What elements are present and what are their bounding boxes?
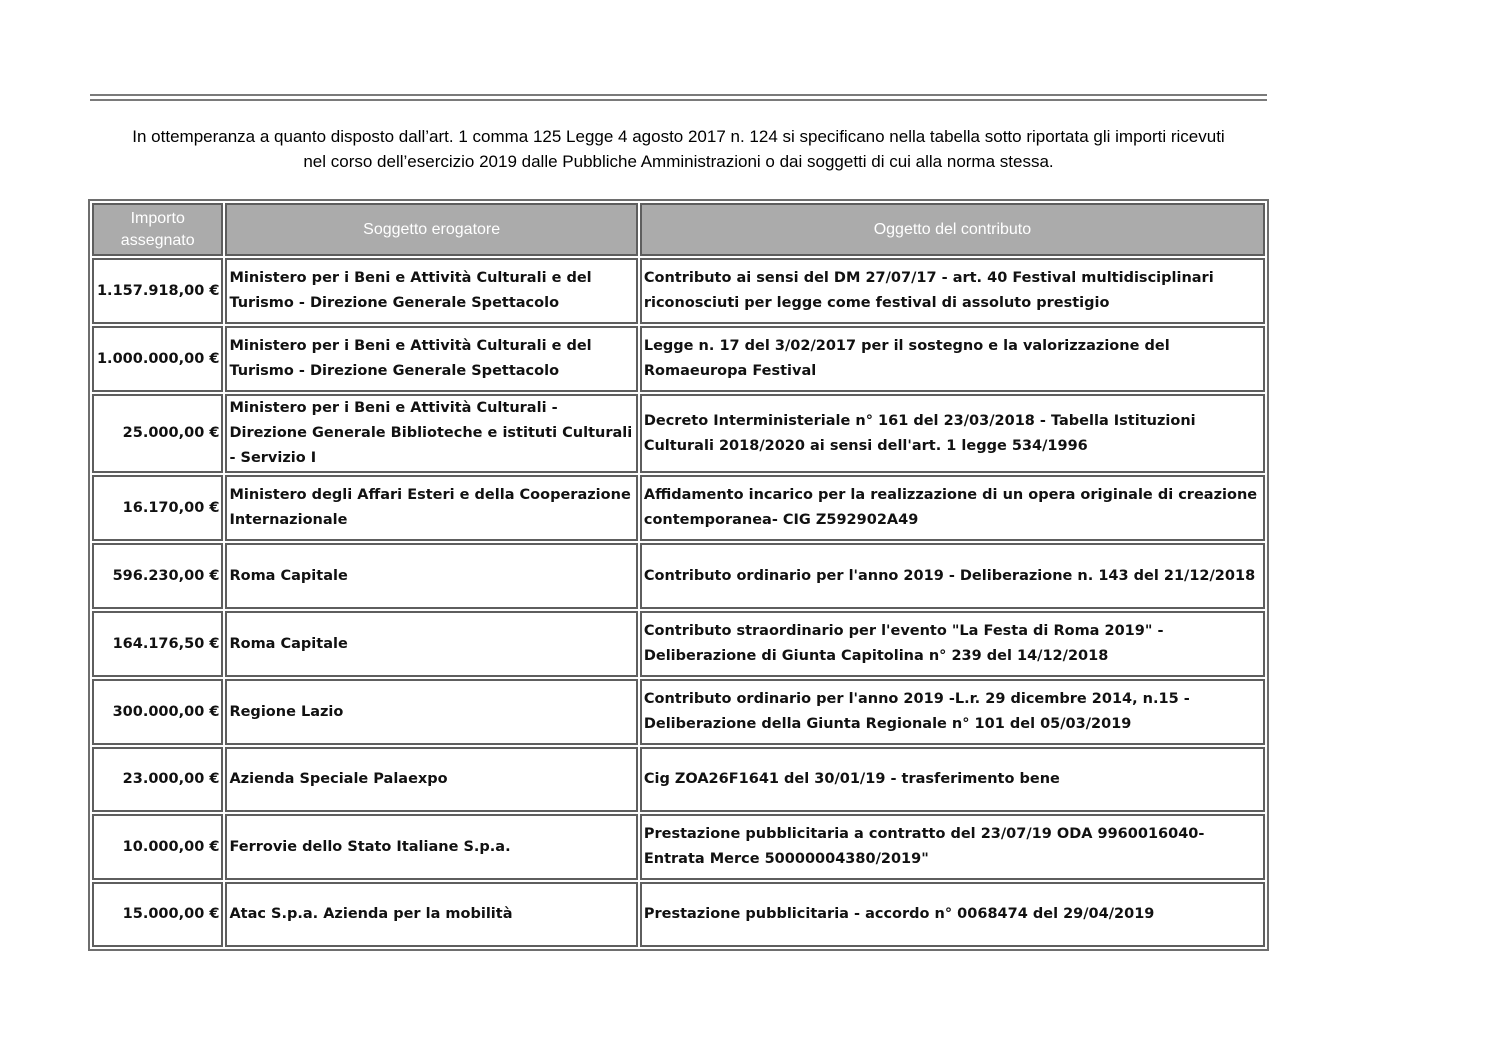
- amount-cell: 596.230,00 €: [92, 543, 223, 609]
- subject-cell: Decreto Interministeriale n° 161 del 23/03/2018 - Tabella Istituzioni Culturali 2018/2020 ai sensi dell'art. 1 legge 534/1996: [640, 394, 1265, 473]
- payer-cell: Roma Capitale: [225, 543, 637, 609]
- contributions-table: [88, 199, 1269, 951]
- intro-line-2: nel corso dell’esercizio 2019 dalle Pubbliche Amministrazioni o dai soggetti di cui alla norma stessa.: [303, 152, 1054, 171]
- amount-cell: 15.000,00 €: [92, 882, 223, 947]
- table-row: [92, 326, 1265, 392]
- header-subject: Oggetto del contributo: [640, 203, 1265, 256]
- amount-cell: 16.170,00 €: [92, 475, 223, 541]
- table-row: [92, 882, 1265, 947]
- table-row: [92, 394, 1265, 473]
- subject-cell: Legge n. 17 del 3/02/2017 per il sostegno e la valorizzazione del Romaeuropa Festival: [640, 326, 1265, 392]
- subject-cell: Cig ZOA26F1641 del 30/01/19 - trasferimento bene: [640, 747, 1265, 812]
- payer-cell: Ministero per i Beni e Attività Culturali - Direzione Generale Biblioteche e istituti Culturali - Servizio I: [225, 394, 637, 473]
- payer-cell: Ministero per i Beni e Attività Culturali e del Turismo - Direzione Generale Spettacolo: [225, 258, 637, 324]
- amount-cell: 1.000.000,00 €: [92, 326, 223, 392]
- payer-cell: Roma Capitale: [225, 611, 637, 677]
- intro-paragraph: [90, 124, 1267, 174]
- payer-cell: Ministero degli Affari Esteri e della Cooperazione Internazionale: [225, 475, 637, 541]
- table-row: [92, 611, 1265, 677]
- table-row: [92, 475, 1265, 541]
- table-row: [92, 814, 1265, 880]
- payer-cell: Regione Lazio: [225, 679, 637, 745]
- subject-cell: Affidamento incarico per la realizzazione di un opera originale di creazione contemporanea- CIG Z592902A49: [640, 475, 1265, 541]
- header-amount: Importo assegnato: [92, 203, 223, 256]
- table-header-row: [92, 203, 1265, 256]
- amount-cell: 23.000,00 €: [92, 747, 223, 812]
- subject-cell: Contributo ordinario per l'anno 2019 -L.r. 29 dicembre 2014, n.15 - Deliberazione della Giunta Regionale n° 101 del 05/03/2019: [640, 679, 1265, 745]
- subject-cell: Contributo straordinario per l'evento "La Festa di Roma 2019" - Deliberazione di Giunta Capitolina n° 239 del 14/12/2018: [640, 611, 1265, 677]
- amount-cell: 164.176,50 €: [92, 611, 223, 677]
- table-row: [92, 679, 1265, 745]
- subject-cell: Contributo ai sensi del DM 27/07/17 - art. 40 Festival multidisciplinari riconosciuti per legge come festival di assoluto prestigio: [640, 258, 1265, 324]
- amount-cell: 300.000,00 €: [92, 679, 223, 745]
- subject-cell: Prestazione pubblicitaria a contratto del 23/07/19 ODA 9960016040- Entrata Merce 50000004380/2019": [640, 814, 1265, 880]
- header-rule: [90, 94, 1267, 101]
- payer-cell: Azienda Speciale Palaexpo: [225, 747, 637, 812]
- amount-cell: 1.157.918,00 €: [92, 258, 223, 324]
- payer-cell: Ferrovie dello Stato Italiane S.p.a.: [225, 814, 637, 880]
- amount-cell: 10.000,00 €: [92, 814, 223, 880]
- header-payer: Soggetto erogatore: [225, 203, 637, 256]
- table-row: [92, 258, 1265, 324]
- payer-cell: Atac S.p.a. Azienda per la mobilità: [225, 882, 637, 947]
- subject-cell: Contributo ordinario per l'anno 2019 - Deliberazione n. 143 del 21/12/2018: [640, 543, 1265, 609]
- payer-cell: Ministero per i Beni e Attività Culturali e del Turismo - Direzione Generale Spettacolo: [225, 326, 637, 392]
- intro-line-1: In ottemperanza a quanto disposto dall’art. 1 comma 125 Legge 4 agosto 2017 n. 124 si specificano nella tabella sotto riportata gli importi ricevuti: [132, 127, 1225, 146]
- subject-cell: Prestazione pubblicitaria - accordo n° 0068474 del 29/04/2019: [640, 882, 1265, 947]
- table-row: [92, 543, 1265, 609]
- table-row: [92, 747, 1265, 812]
- amount-cell: 25.000,00 €: [92, 394, 223, 473]
